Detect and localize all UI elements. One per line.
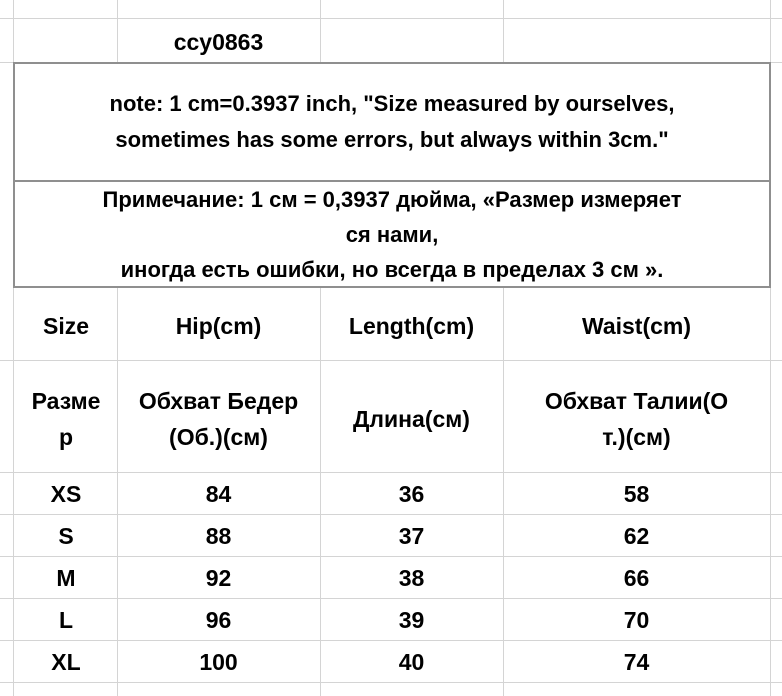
row-xs-hip: 84	[205, 481, 232, 507]
header-ru-waist-line-2: т.)(см)	[602, 424, 671, 450]
row-m-waist: 66	[623, 565, 650, 591]
border	[13, 286, 771, 288]
row-l-waist: 70	[623, 607, 650, 633]
header-ru-length: Длина(см)	[353, 406, 470, 432]
row-s-waist: 62	[623, 523, 650, 549]
border	[769, 62, 771, 288]
row-xs-length: 36	[398, 481, 425, 507]
row-m-length: 38	[398, 565, 425, 591]
row-xl-waist: 74	[623, 649, 650, 675]
row-m-hip: 92	[205, 565, 232, 591]
border	[13, 62, 771, 64]
row-xs-waist: 58	[623, 481, 650, 507]
header-ru-hip-line-2: (Об.)(см)	[169, 424, 268, 450]
row-m-size: M	[56, 565, 76, 591]
note-ru-line-2: ся нами,	[345, 222, 439, 247]
row-s-hip: 88	[205, 523, 232, 549]
note-ru-line-1: Примечание: 1 см = 0,3937 дюйма, «Размер измеряет	[102, 187, 682, 212]
note-ru-line-3: иногда есть ошибки, но всегда в пределах 3 см ».	[120, 257, 664, 282]
header-waist: Waist(cm)	[581, 313, 692, 339]
row-xl-size: XL	[51, 649, 81, 675]
note-en-cell-bg	[15, 64, 769, 180]
border	[13, 180, 771, 182]
header-length: Length(cm)	[348, 313, 475, 339]
header-ru-size-line-2: р	[58, 424, 74, 450]
header-ru-waist-line-1: Обхват Талии(О	[544, 388, 729, 414]
row-l-length: 39	[398, 607, 425, 633]
row-xl-length: 40	[398, 649, 425, 675]
product-code: ccy0863	[173, 29, 264, 55]
row-xs-size: XS	[50, 481, 82, 507]
header-ru-hip-line-1: Обхват Бедер	[138, 388, 299, 414]
row-l-hip: 96	[205, 607, 232, 633]
row-s-length: 37	[398, 523, 425, 549]
row-l-size: L	[58, 607, 74, 633]
header-hip: Hip(cm)	[175, 313, 262, 339]
header-size: Size	[42, 313, 90, 339]
header-ru-size-line-1: Разме	[31, 388, 101, 414]
note-en-line-1: note: 1 cm=0.3937 inch, "Size measured by ourselves,	[109, 91, 675, 116]
row-s-size: S	[58, 523, 74, 549]
note-en-line-2: sometimes has some errors, but always within 3cm."	[115, 127, 669, 152]
row-xl-hip: 100	[199, 649, 238, 675]
